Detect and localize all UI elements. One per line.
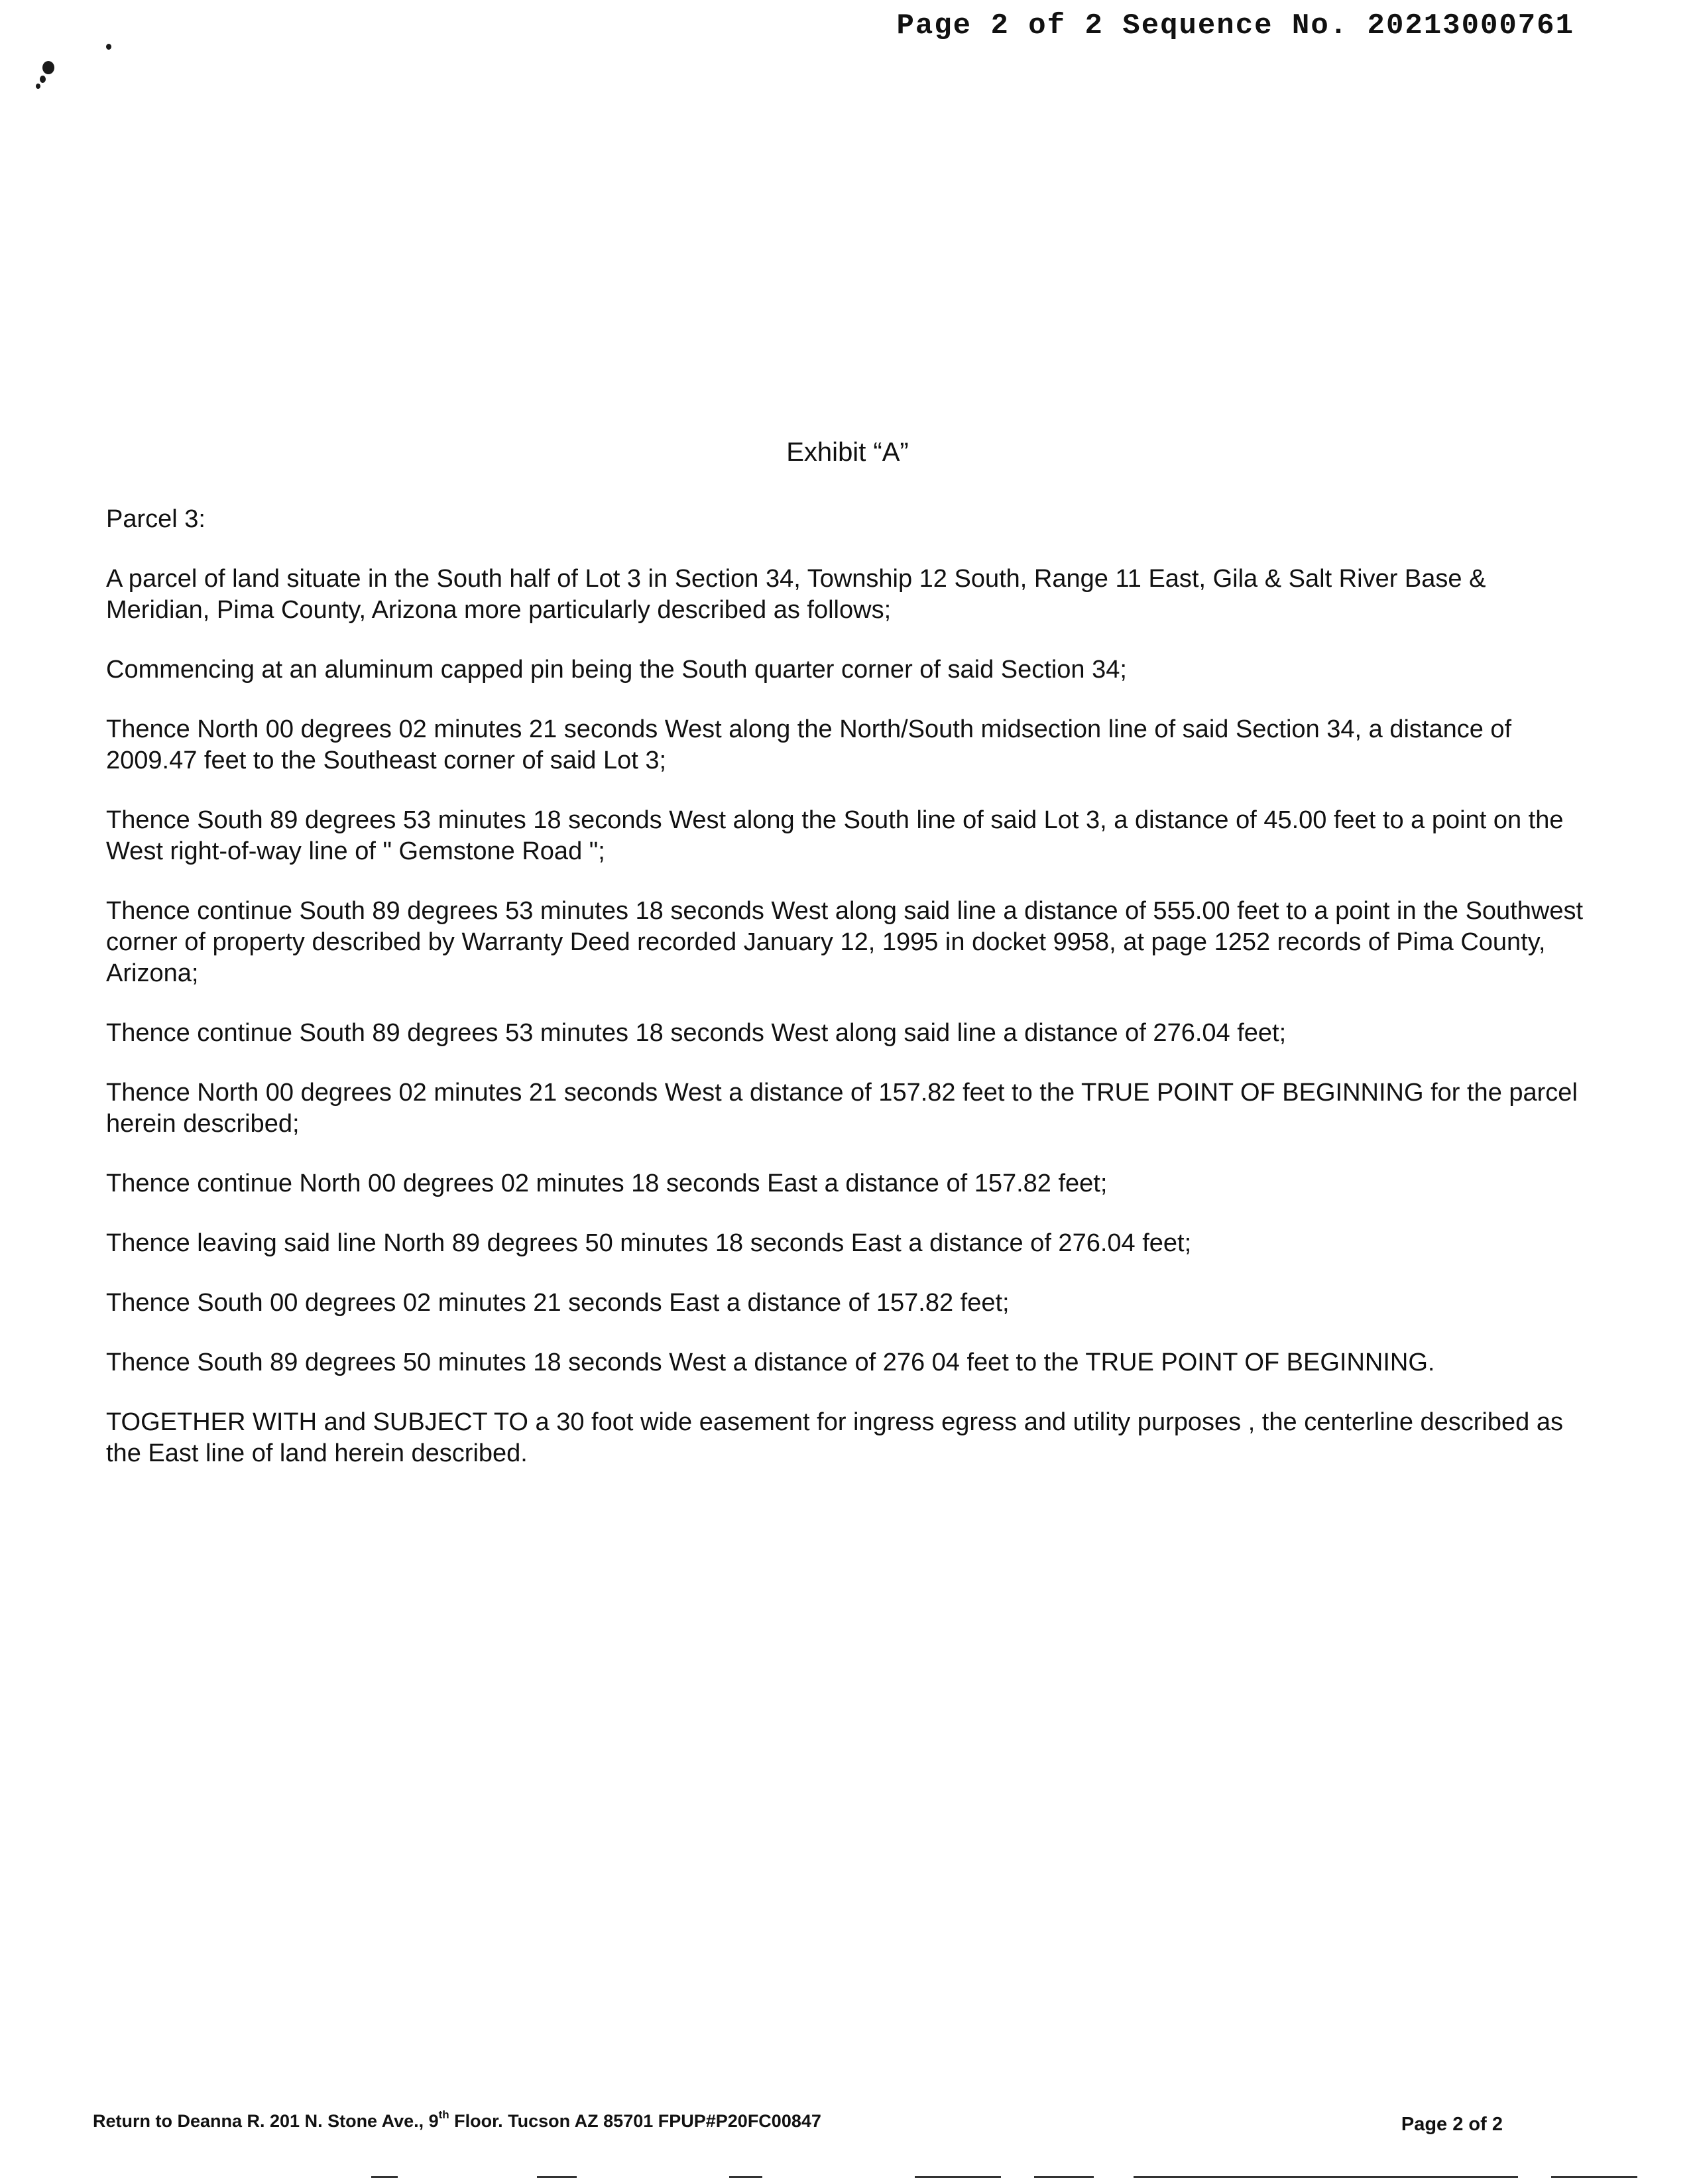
return-address-start: Return to Deanna R. 201 N. Stone Ave., 9 [93, 2111, 439, 2131]
return-address [93, 2108, 821, 2132]
paragraph: Thence leaving said line North 89 degrees 50 minutes 18 seconds East a distance of 276.04 feet; [106, 1229, 1192, 1257]
ordinal-suffix: th [438, 2108, 449, 2121]
paragraph: Thence continue North 00 degrees 02 minutes 18 seconds East a distance of 157.82 feet; [106, 1170, 1108, 1197]
return-address-end: Floor. Tucson AZ 85701 FPUP#P20FC00847 [449, 2111, 821, 2131]
scan-edge-mark [371, 2176, 398, 2178]
scan-edge-marks [371, 2176, 1664, 2180]
parcel-heading: Parcel 3: [106, 505, 205, 533]
scan-edge-mark [915, 2176, 1001, 2178]
paragraph: Thence South 89 degrees 50 minutes 18 seconds West a distance of 276 04 feet to the TRUE POINT OF BEGINNING. [106, 1349, 1435, 1376]
sequence-stamp: Page 2 of 2 Sequence No. 20213000761 [896, 9, 1574, 42]
paragraph: Thence North 00 degrees 02 minutes 21 seconds West along the North/South midsection line of said Section 34, a distance of 2009.47 feet to the Southeast corner of said Lot 3; [106, 715, 1512, 774]
scan-speck [106, 44, 111, 50]
paragraph: Thence continue South 89 degrees 53 minutes 18 seconds West along said line a distance of 555.00 feet to a point in the Southwest corner of property described by Warranty Deed recorded January 12, 1995 in docket 9958, at page 1252 records of Pima County, Arizona; [106, 897, 1584, 987]
paragraph: Thence North 00 degrees 02 minutes 21 seconds West a distance of 157.82 feet to the TRUE POINT OF BEGINNING for the parcel herein described; [106, 1079, 1578, 1138]
scan-edge-mark [1134, 2176, 1147, 2178]
paragraph: Commencing at an aluminum capped pin being the South quarter corner of said Section 34; [106, 656, 1127, 684]
paragraph: TOGETHER WITH and SUBJECT TO a 30 foot wide easement for ingress egress and utility purposes , the centerline described as the East line of land herein described. [106, 1408, 1563, 1467]
scan-edge-mark [1034, 2176, 1094, 2178]
scan-speck [42, 61, 54, 74]
paragraph: Thence continue South 89 degrees 53 minutes 18 seconds West along said line a distance of 276.04 feet; [106, 1019, 1287, 1047]
footer-page-number: Page 2 of 2 [1401, 2114, 1503, 2135]
paragraph: Thence South 00 degrees 02 minutes 21 seconds East a distance of 157.82 feet; [106, 1289, 1010, 1317]
scan-edge-mark [729, 2176, 762, 2178]
scan-speck [40, 76, 46, 83]
paragraph: Thence South 89 degrees 53 minutes 18 seconds West along the South line of said Lot 3, a distance of 45.00 feet to a point on the West right-of-way line of " Gemstone Road "; [106, 806, 1564, 865]
scan-edge-mark [1551, 2176, 1637, 2178]
scan-edge-mark [537, 2176, 577, 2178]
exhibit-title: Exhibit “A” [786, 438, 909, 467]
scan-speck [36, 84, 40, 89]
legal-description [106, 504, 1591, 1498]
paragraph: A parcel of land situate in the South half of Lot 3 in Section 34, Township 12 South, Range 11 East, Gila & Salt River Base & Meridian, Pima County, Arizona more particularly described as follows; [106, 565, 1486, 624]
scan-edge-mark [1147, 2176, 1518, 2178]
